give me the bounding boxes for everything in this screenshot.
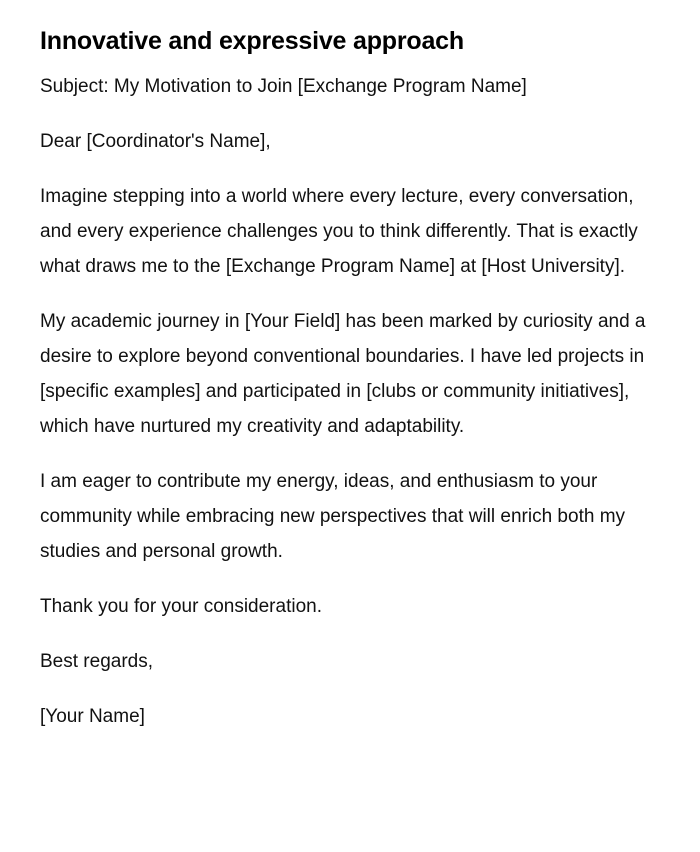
body-paragraph-1: Imagine stepping into a world where every lecture, every conversation, and every experience challenges you to think differently. That is exactly what draws me to the [Exchange Program Name] at [Host University].: [40, 186, 638, 277]
subject-line: Subject: My Motivation to Join [Exchange Program Name]: [40, 76, 527, 97]
document-title: Innovative and expressive approach: [40, 27, 464, 55]
body-paragraph-3: I am eager to contribute my energy, ideas, and enthusiasm to your community while embracing new perspectives that will enrich both my studies and personal growth.: [40, 471, 626, 562]
greeting: Dear [Coordinator's Name],: [40, 131, 271, 152]
body-paragraph-2: My academic journey in [Your Field] has been marked by curiosity and a desire to explore beyond conventional boundaries. I have led projects in [specific examples] and participated in [clubs or community initiatives], which have nurtured my creativity and adaptability.: [40, 311, 646, 437]
thanks-line: Thank you for your consideration.: [40, 596, 322, 617]
closing-line: Best regards,: [40, 651, 153, 672]
signature: [Your Name]: [40, 706, 145, 727]
